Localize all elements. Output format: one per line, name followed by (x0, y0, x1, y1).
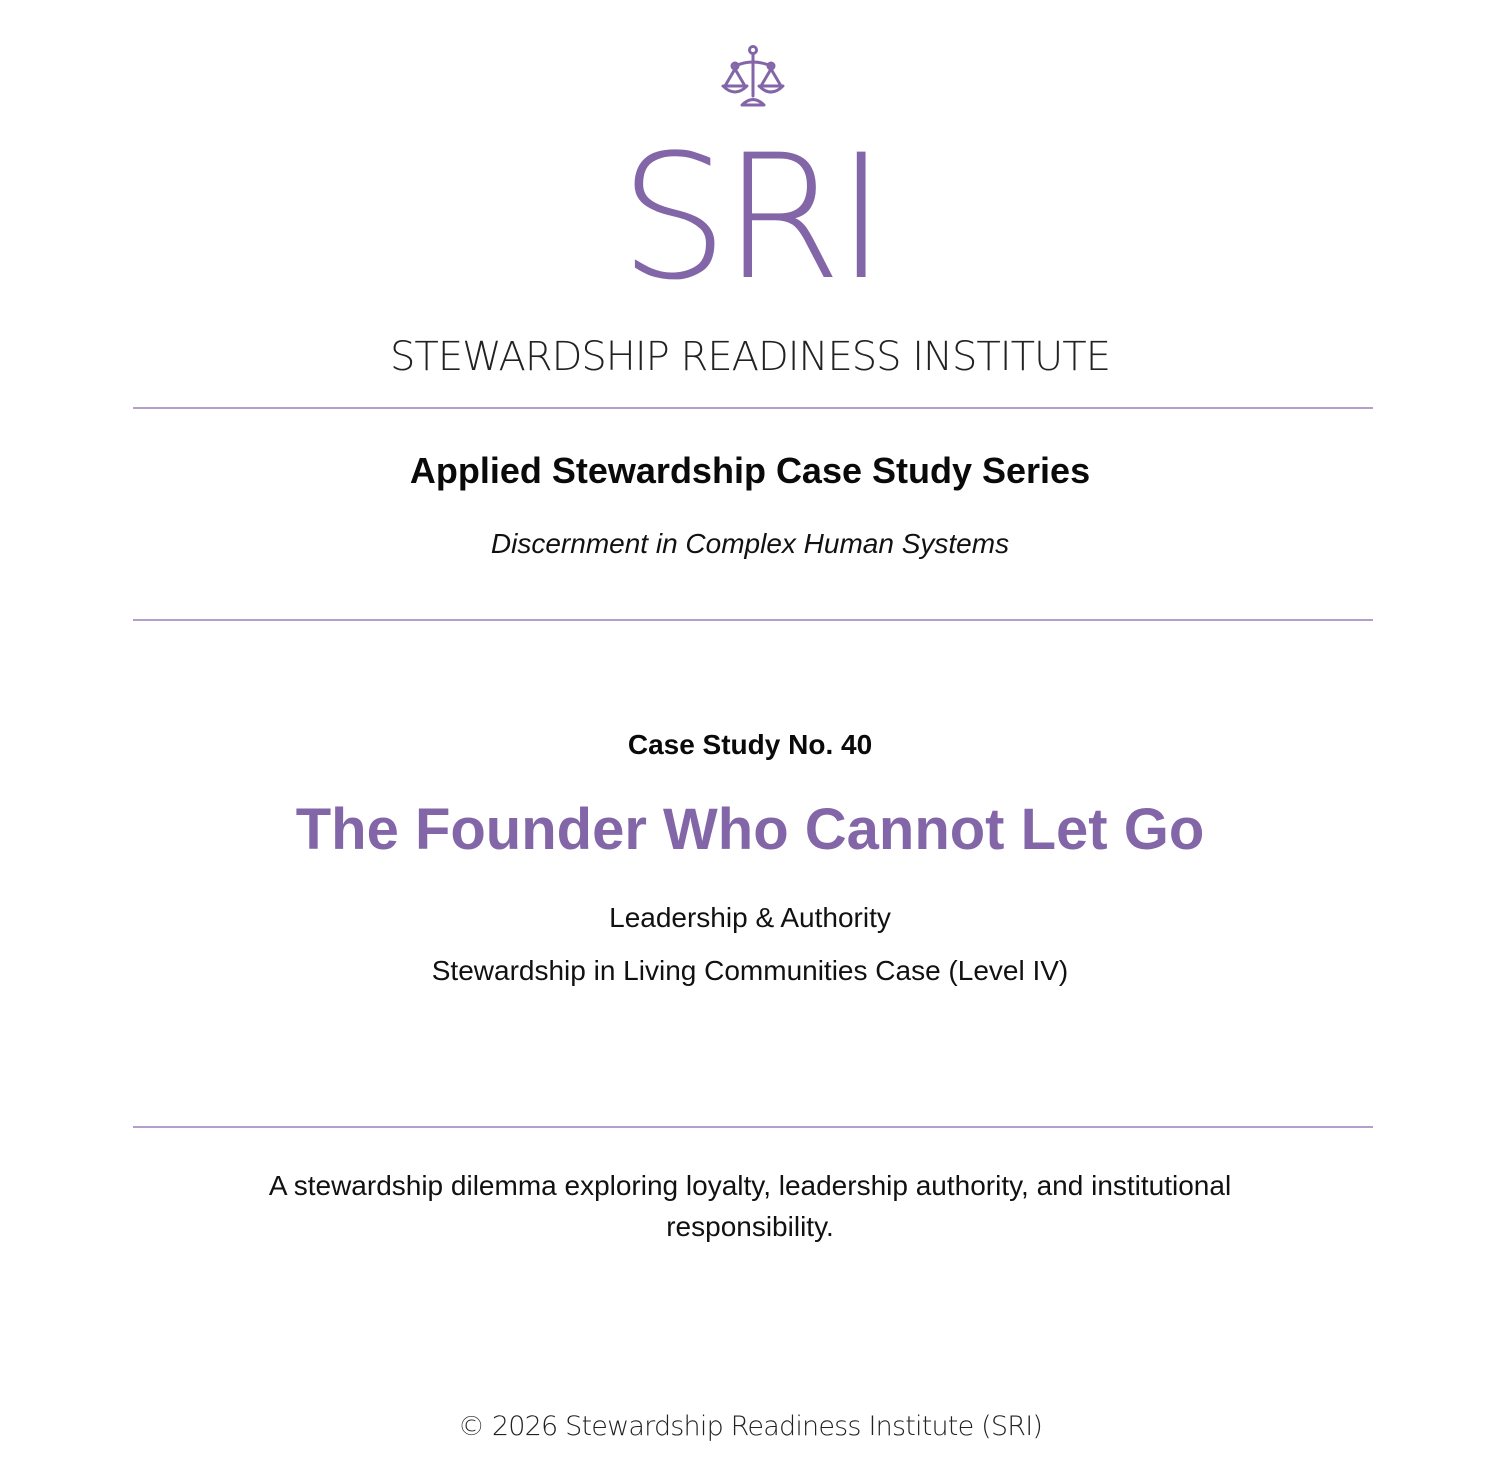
institute-name: STEWARDSHIP READINESS INSTITUTE (390, 334, 1110, 380)
copyright-notice: © 2026 Stewardship Readiness Institute (SRI) (457, 1411, 1043, 1442)
case-study-number: Case Study No. 40 (627, 729, 873, 760)
series-tagline: Discernment in Complex Human Systems (490, 528, 1010, 559)
divider-bottom (133, 1126, 1373, 1128)
case-summary: A stewardship dilemma exploring loyalty, leadership authority, and institutional responsibility. (268, 1170, 1232, 1242)
series-title: Applied Stewardship Case Study Series (409, 450, 1091, 491)
divider-top (133, 407, 1373, 409)
sri-logo-wordmark: SRI (619, 117, 881, 318)
case-level: Stewardship in Living Communities Case (Level IV) (431, 955, 1069, 986)
divider-middle (133, 619, 1373, 621)
case-study-title: The Founder Who Cannot Let Go (295, 797, 1205, 862)
scales-of-justice-icon (720, 44, 786, 110)
case-category: Leadership & Authority (609, 902, 891, 933)
